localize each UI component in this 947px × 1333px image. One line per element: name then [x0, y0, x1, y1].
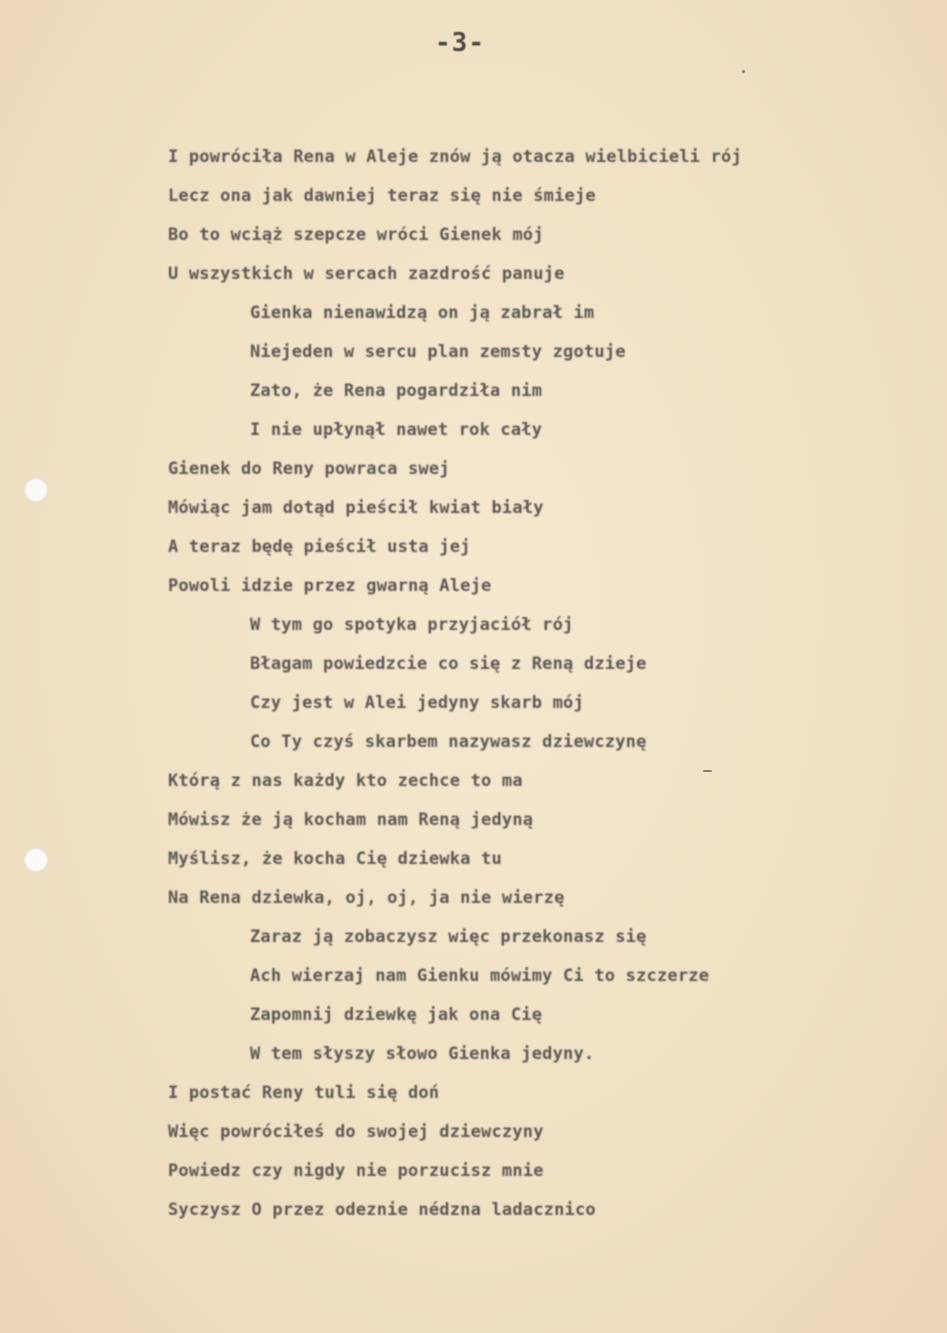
- poem-line: Powiedz czy nigdy nie porzucisz mnie: [168, 1161, 544, 1181]
- poem-line: I nie upłynął nawet rok cały: [250, 420, 543, 440]
- poem-line: Gienka nienawidzą on ją zabrał im: [250, 303, 595, 323]
- paper-speck: [742, 70, 745, 73]
- poem-line: Bo to wciąż szepcze wróci Gienek mój: [168, 225, 544, 245]
- poem-line: Zapomnij dziewkę jak ona Cię: [250, 1005, 543, 1025]
- poem-line: Niejeden w sercu plan zemsty zgotuje: [250, 342, 626, 362]
- poem-line: Mówiąc jam dotąd pieścił kwiat biały: [168, 498, 544, 518]
- poem-line: Zaraz ją zobaczysz więc przekonasz się: [250, 927, 647, 947]
- poem-line: Mówisz że ją kocham nam Reną jedyną: [168, 810, 534, 830]
- poem-line: Syczysz O przez odeznie nédzna ladacznico: [168, 1200, 596, 1220]
- poem-line: Więc powróciłeś do swojej dziewczyny: [168, 1122, 544, 1142]
- poem-line: W tym go spotyka przyjaciół rój: [250, 615, 574, 635]
- poem-line: I postać Reny tuli się doń: [168, 1083, 440, 1103]
- poem-line: A teraz będę pieścił usta jej: [168, 537, 471, 557]
- page-number: -3-: [435, 28, 485, 58]
- poem-line: Co Ty czyś skarbem nazywasz dziewczynę: [250, 732, 647, 752]
- poem-line: Którą z nas każdy kto zechce to ma: [168, 771, 523, 791]
- poem-line: Gienek do Reny powraca swej: [168, 459, 450, 479]
- poem-line: Myślisz, że kocha Cię dziewka tu: [168, 849, 502, 869]
- poem-line: I powróciła Rena w Aleje znów ją otacza wielbicieli rój: [168, 147, 742, 167]
- poem-line: U wszystkich w sercach zazdrość panuje: [168, 264, 565, 284]
- poem-line: Lecz ona jak dawniej teraz się nie śmieje: [168, 186, 596, 206]
- paper-speck: [703, 770, 712, 772]
- poem-line: Powoli idzie przez gwarną Aleje: [168, 576, 492, 596]
- punch-hole: [24, 478, 48, 502]
- punch-hole: [24, 848, 48, 872]
- poem-line: W tem słyszy słowo Gienka jedyny.: [250, 1044, 595, 1064]
- poem-line: Zato, że Rena pogardziła nim: [250, 381, 543, 401]
- poem-line: Błagam powiedzcie co się z Reną dzieje: [250, 654, 647, 674]
- poem-line: Ach wierzaj nam Gienku mówimy Ci to szczerze: [250, 966, 710, 986]
- poem-line: Czy jest w Alei jedyny skarb mój: [250, 693, 584, 713]
- poem-line: Na Rena dziewka, oj, oj, ja nie wierzę: [168, 888, 565, 908]
